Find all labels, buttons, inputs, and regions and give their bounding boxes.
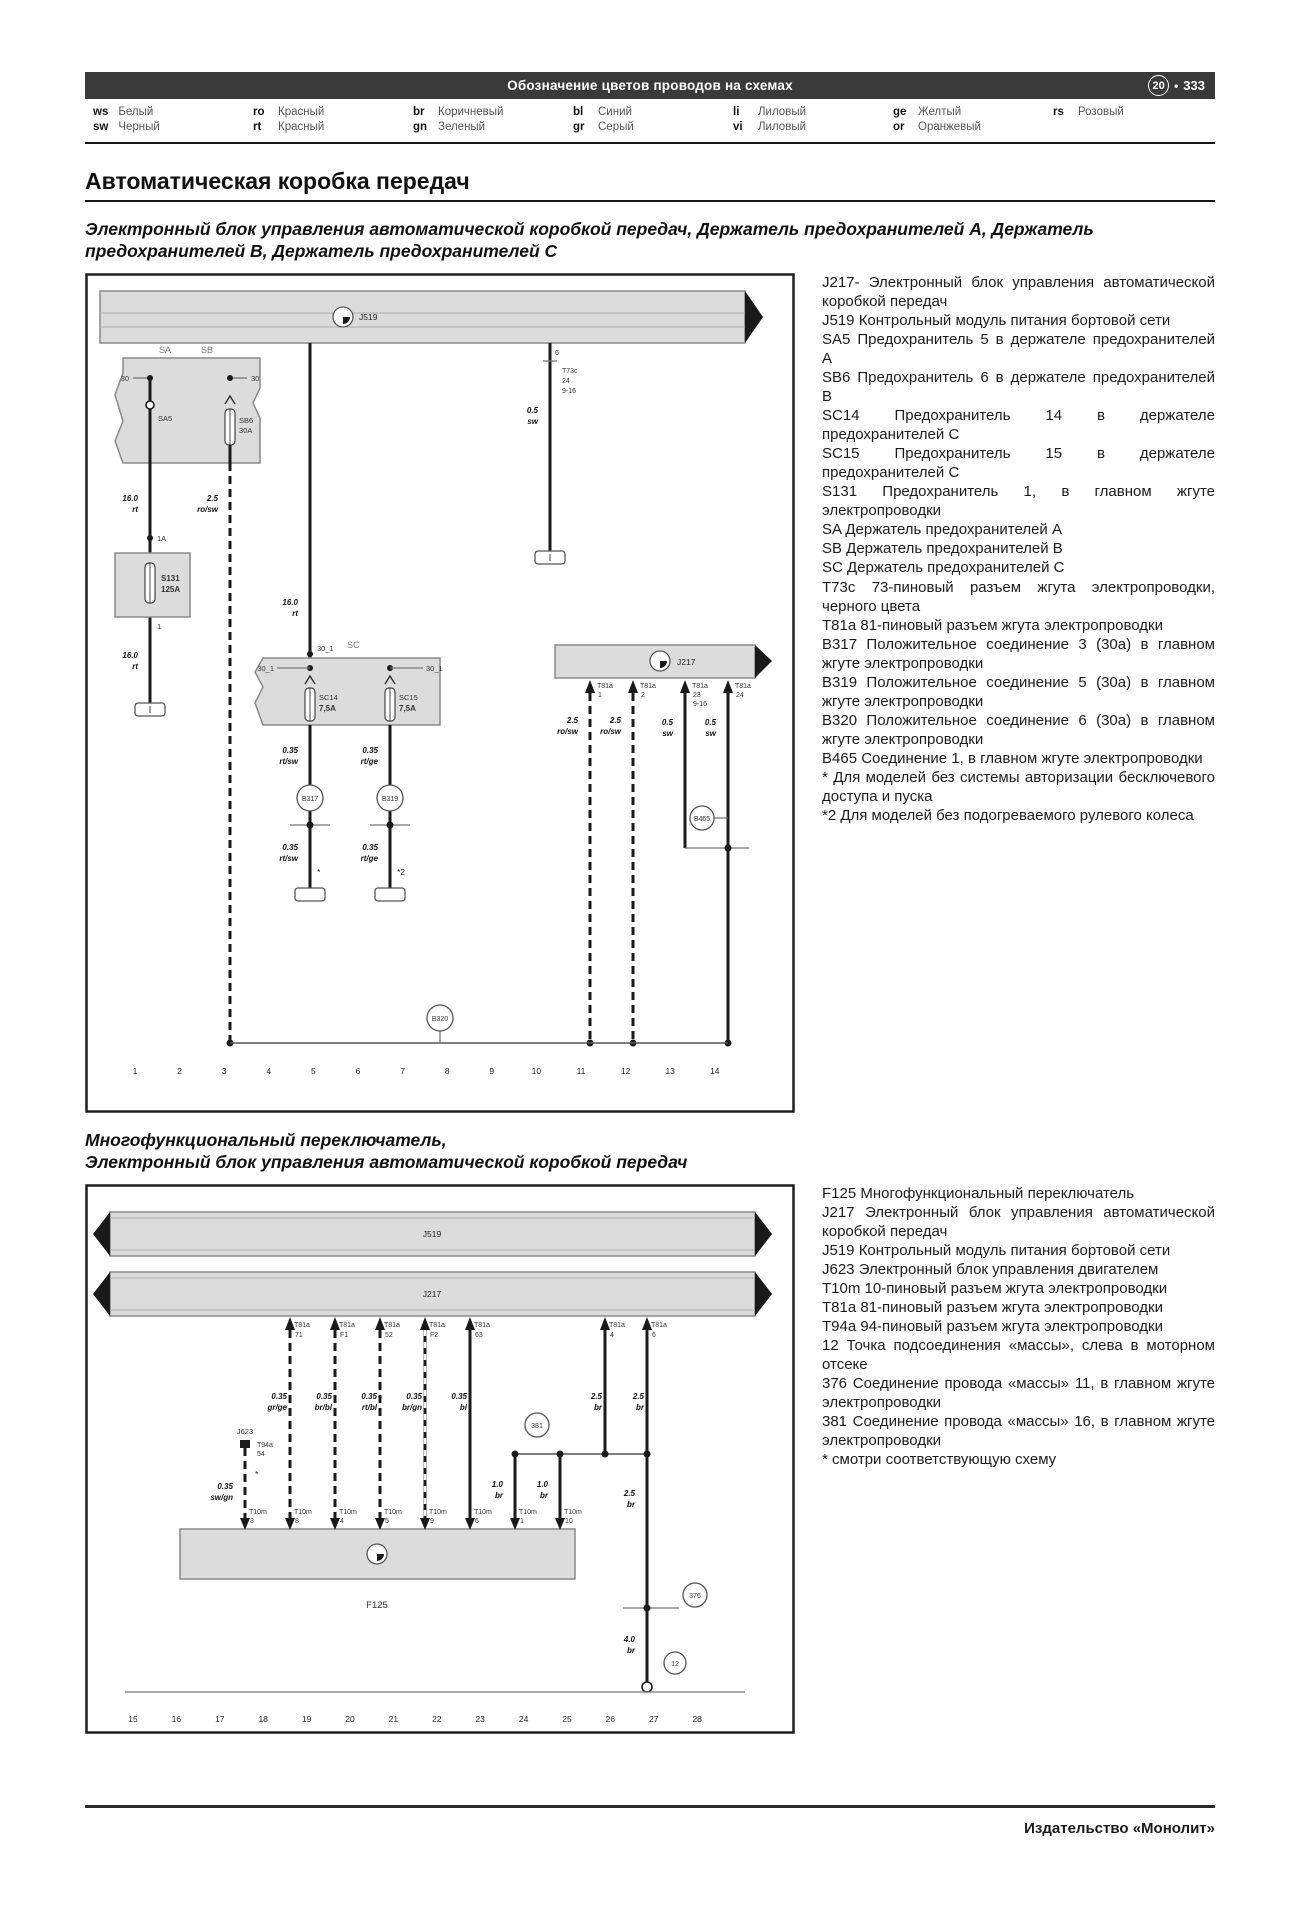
diagram-label: 0.35	[316, 1391, 332, 1401]
wire-color: sw	[662, 728, 673, 738]
section1-component-legend	[822, 273, 1215, 825]
wire-size: 0.35	[282, 842, 298, 852]
wire-color: ro/sw	[557, 726, 578, 736]
color-code: ge	[893, 106, 907, 118]
color-code-entry	[893, 121, 1047, 133]
legend-entry: J519 Контрольный модуль питания бортовой сети	[822, 311, 1171, 329]
bus-continue-arrow-icon	[745, 291, 763, 343]
diagram-label: T10m	[384, 1508, 402, 1516]
legend-entry: SC15 Предохранитель 15 в держателе предохранителей C	[822, 445, 1215, 482]
fuse-sb6-amp: 30A	[239, 425, 253, 435]
color-name: Серый	[598, 121, 634, 133]
color-name: Оранжевый	[918, 121, 981, 133]
wire-color: ro/sw	[197, 504, 218, 514]
color-name: Синий	[598, 106, 632, 118]
legend-entry: F125 Многофункциональный переключатель	[822, 1184, 1135, 1202]
color-code-grid	[85, 99, 1215, 142]
f125-box	[180, 1529, 575, 1611]
diagram-label: T81a	[339, 1321, 355, 1329]
bottom-junction-rail	[230, 1005, 728, 1043]
legend-entry: J519 Контрольный модуль питания бортовой сети	[822, 1241, 1171, 1259]
wiring-diagram-1	[85, 273, 795, 1113]
j217-drop-2	[600, 680, 656, 1047]
legend-entry: SA5 Предохранитель 5 в держателе предохранителей A	[822, 330, 1215, 367]
legend-entry: SC Держатель предохранителей C	[822, 559, 1065, 577]
connector-arrow-icon	[465, 1518, 475, 1530]
b319-branch	[361, 725, 410, 901]
diagram-label: 5	[311, 1065, 316, 1076]
bus-label: J519	[359, 311, 378, 322]
color-code-entry	[413, 106, 567, 118]
diagram-label: T81a	[384, 1321, 400, 1329]
legend-entry: T94a 94-пиновый разъем жгута электропроводки	[822, 1317, 1163, 1335]
color-code: vi	[733, 121, 743, 133]
wire-size: 2.5	[609, 715, 621, 725]
legend-title: Обозначение цветов проводов на схемах	[507, 78, 793, 93]
legend-entry: B317 Положительное соединение 3 (30a) в главном жгуте электропроводки	[822, 635, 1215, 672]
wire-color: rt/sw	[279, 756, 298, 766]
holder-label-sc: SC	[347, 639, 360, 650]
bus-j217	[555, 645, 772, 678]
color-name: Черный	[118, 121, 160, 133]
diagram-label: br/gn	[402, 1402, 422, 1412]
component-label: J623	[236, 1426, 254, 1436]
color-code-entry	[253, 121, 407, 133]
legend-entry: *2 Для моделей без подогреваемого рулевого колеса	[822, 807, 1194, 825]
connector-arrow-icon	[510, 1518, 520, 1530]
legend-entry: SB6 Предохранитель 6 в держателе предохранителей B	[822, 369, 1215, 406]
legend-entry: 12 Точка подсоединения «массы», слева в моторном отсеке	[822, 1336, 1215, 1373]
diagram-label: T10m	[519, 1508, 537, 1516]
diagram-label: 6	[475, 1517, 479, 1525]
color-code-entry	[573, 106, 727, 118]
diagram-label: T10m	[339, 1508, 357, 1516]
color-code: rt	[253, 121, 262, 133]
wire-size: 0.5	[526, 405, 538, 415]
connector-pin: 2	[641, 691, 645, 699]
bus-label: J217	[422, 1288, 442, 1299]
diagram-label: 19	[301, 1713, 312, 1724]
connector-label: T94a	[257, 1441, 273, 1449]
wire-size: 0.35	[282, 745, 298, 755]
legend-entry: T81a 81-пиновый разъем жгута электропроводки	[822, 616, 1163, 634]
diagram-label: 8	[295, 1517, 299, 1525]
color-code: bl	[573, 106, 584, 118]
color-code: ro	[253, 106, 265, 118]
wire-size: 2.5	[206, 493, 218, 503]
legend-entry: 381 Соединение провода «массы» 16, в главном жгуте электропроводки	[822, 1413, 1215, 1450]
wire-color-legend	[85, 72, 1215, 144]
legend-entry: * Для моделей без системы авторизации бесключевого доступа и пуска	[822, 769, 1215, 806]
holder-label-sb: SB	[200, 344, 214, 355]
connector-arrow-icon	[240, 1518, 250, 1530]
wire-color: sw	[527, 416, 538, 426]
fuse-sc14-label: SC14	[319, 692, 338, 702]
wire-color: br	[540, 1490, 548, 1500]
page-title: Автоматическая коробка передач	[85, 168, 1215, 202]
color-code: br	[413, 106, 425, 118]
footnote-mark: *	[255, 1468, 259, 1479]
wire-size: 1.0	[491, 1479, 503, 1489]
connector-symbol	[240, 1440, 250, 1448]
legend-entry: J217- Электронный блок управления автоматической коробкой передач	[822, 273, 1215, 310]
legend-entry: B319 Положительное соединение 5 (30a) в главном жгуте электропроводки	[822, 673, 1215, 710]
diagram-label: 18	[258, 1713, 268, 1724]
bus-j519	[93, 1212, 772, 1256]
legend-entry: B320 Положительное соединение 6 (30a) в главном жгуте электропроводки	[822, 711, 1215, 748]
fuse-sc15-label: SC15	[399, 692, 418, 702]
connector-label: T81a	[735, 682, 751, 690]
legend-entry: * смотри соответствующую схему	[822, 1451, 1057, 1469]
t73c-drop	[527, 343, 578, 564]
wire-size: 16.0	[122, 493, 138, 503]
color-code: rs	[1053, 106, 1064, 118]
footnote-mark: *2	[397, 866, 406, 877]
wire-size: 0.5	[704, 717, 716, 727]
color-code: or	[893, 121, 905, 133]
color-name: Желтый	[918, 106, 962, 118]
diagram1-wrap	[85, 273, 795, 1113]
diagram-label: br	[594, 1402, 602, 1412]
connector-terminal	[295, 888, 325, 901]
diagram-label: 0.35	[451, 1391, 467, 1401]
fuse-s131-label: S131	[161, 573, 180, 583]
diagram-label: 12	[620, 1065, 631, 1076]
wire-color: rt	[132, 661, 138, 671]
diagram-label: 4	[610, 1331, 614, 1339]
connector-label: T81a	[597, 682, 613, 690]
j217-drop-4	[685, 680, 751, 1047]
wire-size: 1.0	[536, 1479, 548, 1489]
diagram-label: 23	[475, 1713, 485, 1724]
color-name: Красный	[278, 106, 325, 118]
bus-continue-arrow-icon	[755, 1212, 772, 1256]
diagram-label: br	[636, 1402, 644, 1412]
diagram-label: 1	[520, 1517, 524, 1525]
connector-pin: 24	[736, 691, 744, 699]
wire-size: 0.35	[362, 842, 378, 852]
diagram-label: T81a	[429, 1321, 445, 1329]
diagram-label: 27	[649, 1713, 659, 1724]
wire-color: sw	[705, 728, 716, 738]
color-code: ws	[93, 106, 109, 118]
wire-color: br	[627, 1499, 635, 1509]
wire-size: 0.5	[661, 717, 673, 727]
legend-entry: T73c 73-пиновый разъем жгута электропроводки, черного цвета	[822, 578, 1215, 615]
diagram-label: 0.35	[361, 1391, 377, 1401]
current-track-numbers	[133, 1066, 720, 1076]
legend-entry: B465 Соединение 1, в главном жгуте электропроводки	[822, 749, 1203, 767]
current-track-numbers	[128, 1714, 702, 1724]
sb-dashed-wire	[197, 463, 233, 1047]
diagram-label: 3	[250, 1517, 254, 1525]
diagram-label: F2	[430, 1331, 439, 1339]
connector-pin: 23	[693, 691, 701, 699]
diagram-label: gr/ge	[267, 1402, 287, 1412]
color-name: Розовый	[1078, 106, 1124, 118]
wiring-diagram-2	[85, 1184, 795, 1734]
diagram-label: T81a	[294, 1321, 310, 1329]
diagram-label: F1	[340, 1331, 349, 1339]
bus-continue-arrow-icon	[755, 1272, 772, 1316]
b317-branch	[279, 725, 330, 901]
fuse-s131-amp: 125A	[161, 584, 181, 594]
terminal-1a: 1A	[157, 533, 167, 543]
section2	[85, 1184, 1215, 1734]
connector-label: T81a	[692, 682, 708, 690]
diagram-label: T81a	[609, 1321, 625, 1329]
junction-b320-label: B320	[431, 1015, 449, 1023]
color-code: li	[733, 106, 740, 118]
page-number: 333	[1183, 78, 1205, 93]
color-code-entry	[93, 106, 247, 118]
color-code-entry	[413, 121, 567, 133]
diagram-label: 13	[665, 1065, 675, 1076]
legend-title-bar	[85, 72, 1215, 99]
diagram-label: 2.5	[632, 1391, 644, 1401]
diagram-label: 4	[340, 1517, 344, 1525]
wire-size: 2.5	[566, 715, 578, 725]
color-code-entry	[1053, 106, 1207, 118]
legend-entry: J217 Электронный блок управления автоматической коробкой передач	[822, 1203, 1215, 1240]
wire-color: rt/ge	[360, 853, 378, 863]
diagram-label: 2.5	[590, 1391, 602, 1401]
diagram-label: 22	[432, 1713, 442, 1724]
diagram-label: 14	[710, 1065, 720, 1076]
diagram-label: 8	[444, 1065, 450, 1076]
k-symbol-icon	[333, 307, 353, 327]
diagram-label: 5	[385, 1517, 389, 1525]
diagram-label: rt/bl	[361, 1402, 377, 1412]
diagram-label: 63	[475, 1331, 483, 1339]
fuse-contact	[146, 401, 154, 409]
legend-entry: SB Держатель предохранителей B	[822, 540, 1063, 558]
color-code-entry	[93, 121, 247, 133]
color-code-entry	[573, 121, 727, 133]
diagram-label: 24	[518, 1713, 529, 1724]
bus-continue-arrow-icon	[755, 645, 772, 678]
diagram-label: 20	[345, 1713, 355, 1724]
color-code-entry	[893, 106, 1047, 118]
diagram-label: 71	[295, 1331, 303, 1339]
diagram-label: 1	[132, 1065, 138, 1076]
connector-pin: 1	[598, 691, 602, 699]
connector-arrow-icon	[330, 1518, 340, 1530]
diagram-label: T10m	[429, 1508, 447, 1516]
connector-label: T73c	[562, 367, 578, 375]
component-label: F125	[366, 1599, 388, 1611]
s131-branch	[115, 463, 190, 716]
diagram-label: 28	[692, 1713, 702, 1724]
diagram-label: 2	[177, 1065, 182, 1076]
diagram-label: T81a	[651, 1321, 667, 1329]
color-name: Красный	[278, 121, 325, 133]
bus-j217	[93, 1272, 772, 1316]
section1	[85, 273, 1215, 1113]
pin-label: 6	[555, 347, 560, 357]
terminal-1: 1	[157, 621, 162, 631]
legend-entry: SA Держатель предохранителей A	[822, 521, 1062, 539]
color-code: gr	[573, 121, 585, 133]
connector-arrow-icon	[285, 1518, 295, 1530]
section1-subtitle: Электронный блок управления автоматической коробкой передач, Держатель предохранителей A, Держатель предохранителей B, Держатель предохранителей C	[85, 219, 1094, 262]
chapter-number: 20	[1148, 75, 1169, 96]
connector-terminal	[375, 888, 405, 901]
diagram-label: T10m	[249, 1508, 267, 1516]
connector-label: T81a	[640, 682, 656, 690]
wire-color: ro/sw	[600, 726, 621, 736]
holder-label-sa: SA	[158, 344, 172, 355]
junction-376-label: 376	[689, 1592, 701, 1600]
wire-size: 0.35	[362, 745, 378, 755]
diagram-label: br/bl	[314, 1402, 332, 1412]
section2-subtitle	[85, 1129, 1215, 1174]
terminal-30-1: 30_1	[257, 663, 274, 673]
terminal-30: 30	[251, 373, 260, 383]
legend-entry: T81a 81-пиновый разъем жгута электропроводки	[822, 1298, 1163, 1316]
badge-separator: •	[1174, 78, 1179, 93]
diagram-label: 25	[562, 1713, 572, 1724]
diagram-label: 6	[355, 1065, 361, 1076]
diagram-label: 9	[489, 1065, 495, 1076]
legend-entry: SC14 Предохранитель 14 в держателе предохранителей C	[822, 407, 1215, 444]
wire-size: 16.0	[122, 650, 138, 660]
color-name: Лиловый	[758, 121, 807, 133]
wire-size: 2.5	[623, 1488, 635, 1498]
page-number-badge	[1148, 75, 1205, 96]
terminal-30-1: 30_1	[426, 663, 443, 673]
diagram-label: T10m	[294, 1508, 312, 1516]
wire-size: 0.35	[217, 1481, 233, 1491]
diagram-label: 7	[400, 1065, 405, 1076]
diagram2-wrap	[85, 1184, 795, 1734]
sc-holder	[255, 343, 443, 725]
bus-label: J519	[422, 1228, 442, 1239]
wire-color: br	[627, 1645, 635, 1655]
diagram-label: T10m	[474, 1508, 492, 1516]
diagram-label: 15	[128, 1713, 138, 1724]
diagram-label: 10	[531, 1065, 542, 1076]
diagram-label: 0.35	[271, 1391, 287, 1401]
color-name: Зеленый	[438, 121, 486, 133]
j623-branch	[210, 1427, 273, 1518]
bus-continue-arrow-icon	[93, 1212, 110, 1256]
wire-color: br	[495, 1490, 503, 1500]
wire-color: rt/ge	[360, 756, 378, 766]
diagram-label: 10	[565, 1517, 573, 1525]
fuse-sa5-label: SA5	[158, 413, 173, 423]
diagram-label: 16	[171, 1713, 182, 1724]
track-ref: 9-16	[562, 387, 577, 395]
connector-pin: 54	[257, 1450, 265, 1458]
connector-pin: 24	[562, 377, 570, 385]
color-name: Лиловый	[758, 106, 807, 118]
track-ref: 9-16	[693, 700, 708, 708]
ground-point-label: 12	[671, 1660, 679, 1668]
ground-terminal	[642, 1682, 652, 1692]
bus-label: J217	[677, 656, 696, 667]
legend-entry: S131 Предохранитель 1, в главном жгуте электропроводки	[822, 483, 1215, 520]
junction-b317-label: B317	[301, 795, 319, 803]
terminal-30: 30	[120, 373, 129, 383]
j217-drops	[266, 1317, 667, 1518]
junction-381-label: 381	[531, 1422, 543, 1430]
connector-arrow-icon	[555, 1518, 565, 1530]
k-symbol-icon	[650, 651, 670, 671]
fuse-sc14-amp: 7,5A	[319, 703, 336, 713]
bus-j519	[100, 291, 763, 343]
diagram-label: 52	[385, 1331, 393, 1339]
section2-component-legend	[822, 1184, 1215, 1470]
diagram-label: 26	[605, 1713, 616, 1724]
diagram-label: 9	[430, 1517, 434, 1525]
wire-color: rt/sw	[279, 853, 298, 863]
footnote-mark: *	[317, 866, 321, 877]
subtitle-line1: Многофункциональный переключатель,	[85, 1129, 447, 1150]
fuse-sc15-amp: 7,5A	[399, 703, 416, 713]
bus-continue-arrow-icon	[93, 1272, 110, 1316]
fuse-holder-sa-sb	[115, 345, 260, 463]
diagram-label: 6	[652, 1331, 656, 1339]
terminal-30-1: 30_1	[317, 643, 334, 653]
color-code-entry	[733, 121, 887, 133]
fuse-sb6-label: SB6	[239, 415, 254, 425]
wire-color: rt	[292, 608, 298, 618]
color-name: Белый	[118, 106, 154, 118]
color-code: gn	[413, 121, 428, 133]
wire-color: rt	[132, 504, 138, 514]
legend-entry: J623 Электронный блок управления двигателем	[822, 1260, 1159, 1278]
junction-b319-label: B319	[381, 795, 399, 803]
connector-arrow-icon	[420, 1518, 430, 1530]
diagram-label: bl	[459, 1402, 467, 1412]
connector-arrow-icon	[375, 1518, 385, 1530]
diagram-label: 3	[221, 1065, 227, 1076]
wire-color: sw/gn	[210, 1492, 233, 1502]
color-code: sw	[93, 121, 109, 133]
wire-size: 16.0	[282, 597, 298, 607]
diagram-label: 0.35	[406, 1391, 422, 1401]
subtitle-line2: Электронный блок управления автоматической коробкой передач	[85, 1152, 688, 1173]
color-code-entry	[253, 106, 407, 118]
publisher-footer: Издательство «Монолит»	[85, 1805, 1215, 1837]
k-symbol-icon	[367, 1544, 387, 1564]
diagram-label: T81a	[474, 1321, 490, 1329]
diagram-label: 4	[266, 1065, 272, 1076]
color-name: Коричневый	[438, 106, 504, 118]
page-content	[85, 72, 1215, 1734]
diagram2-border	[87, 1185, 794, 1732]
diagram-label: T10m	[564, 1508, 582, 1516]
legend-entry: T10m 10-пиновый разъем жгута электропроводки	[822, 1279, 1168, 1297]
wire-size: 4.0	[623, 1634, 635, 1644]
diagram-label: 11	[576, 1065, 586, 1076]
legend-entry: 376 Соединение провода «массы» 11, в главном жгуте электропроводки	[822, 1375, 1215, 1412]
junction-b465-label: B465	[693, 815, 711, 823]
color-code-entry	[733, 106, 887, 118]
diagram-label: 21	[388, 1713, 399, 1724]
diagram-label: 17	[215, 1713, 225, 1724]
